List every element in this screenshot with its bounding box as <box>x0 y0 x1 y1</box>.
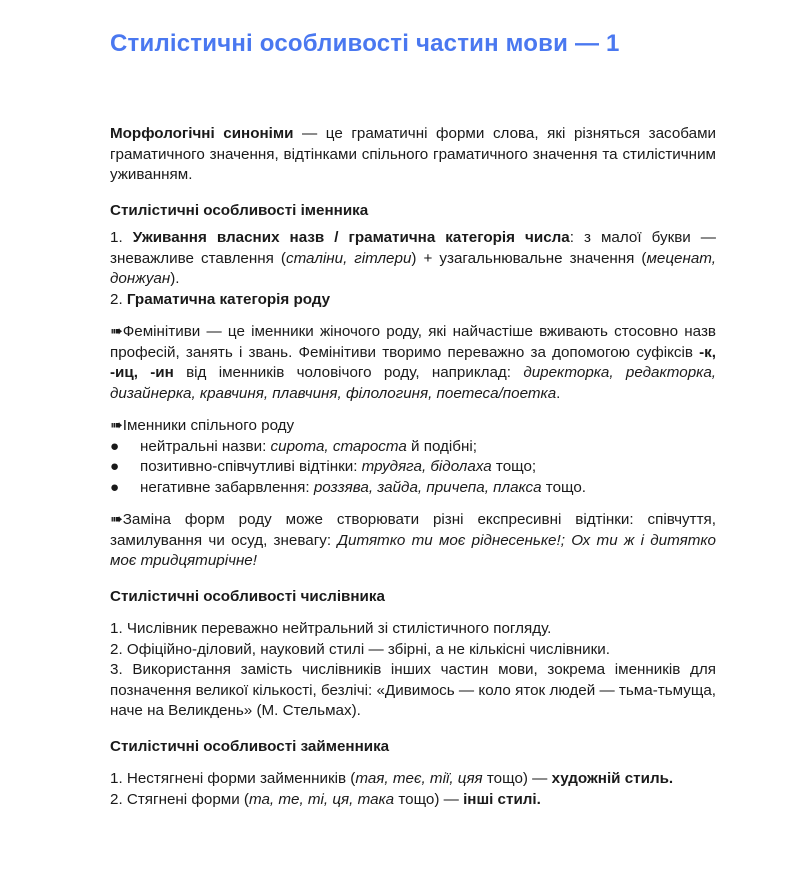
numeral-heading: Стилістичні особливості числівника <box>110 587 385 605</box>
pronoun-item-1-text: тощо) — <box>482 770 552 787</box>
document-body <box>110 124 716 810</box>
pronoun-item-1-example: тая, теє, тії, цяя <box>355 770 483 787</box>
bullet-icon: ● <box>110 458 120 475</box>
gender-replacement-paragraph <box>110 510 716 572</box>
list-item <box>110 437 716 458</box>
arrow-icon: ➠ <box>110 417 123 434</box>
common-gender-text: Іменники спільного роду <box>122 417 295 434</box>
feminitives-text: Фемінітиви — це іменники жіночого роду, які найчастіше вживають стосовно назв професій, занять і звань. Фемінітиви творимо переважно за допомогою суфіксів <box>110 323 716 361</box>
pronoun-item-2-text: тощо) — <box>394 790 464 808</box>
noun-item-2-number: 2. <box>110 290 127 308</box>
noun-item-1-text: ) + узагальнювальне значення ( <box>411 249 647 267</box>
list-item-text: тощо; <box>491 458 537 475</box>
pronoun-item-2-text: 2. Стягнені форми ( <box>110 790 249 808</box>
list-item-example: трудяга, бідолаха <box>361 458 492 475</box>
feminitives-suffixes: -к, -иц, -ин <box>110 343 716 381</box>
feminitives-examples: директорка, редакторка, дизайнерка, кравчиня, плавчиня, філологиня, поетеса/поетка <box>110 364 717 402</box>
arrow-icon: ➠ <box>110 511 123 528</box>
intro-text: — це граматичні форми слова, які різняться засобами граматичного значення, відтінками спільного граматичного значення та стилістичним уживанням. <box>110 125 716 183</box>
noun-item-2-title: Граматична категорія роду <box>126 290 331 308</box>
noun-item-2 <box>110 290 716 311</box>
pronoun-item-1-style: художній стиль. <box>551 770 674 787</box>
feminitives-paragraph <box>110 322 716 404</box>
noun-item-1-number: 1. <box>110 229 133 246</box>
noun-item-1-text: ). <box>170 270 180 287</box>
pronoun-item-2 <box>110 790 716 811</box>
bullet-icon: ● <box>110 478 120 496</box>
list-item-example: сирота, староста <box>270 437 407 455</box>
numeral-item: 3. Використання замість числівників інших частин мови, зокрема іменників для позначення великої кількості, безлічі: «Дивимось — коло яток людей — тьма-тьмуща, наче на Великдень» (М. Стельмах). <box>110 661 716 719</box>
intro-paragraph <box>110 124 716 186</box>
feminitives-text: від іменників чоловічого роду, наприклад: <box>173 364 524 381</box>
common-gender-list <box>110 437 716 499</box>
common-gender-line <box>110 416 716 437</box>
noun-item-1-text: : з малої букви — зневажливе ставлення ( <box>110 229 716 267</box>
noun-item-1-title: Уживання власних назв / граматична категорія числа <box>132 229 570 246</box>
noun-item-1-example: меценат, донжуан <box>110 249 716 287</box>
arrow-icon: ➠ <box>110 323 123 340</box>
noun-heading: Стилістичні особливості іменника <box>110 201 369 219</box>
numeral-item: 2. Офіційно-діловий, науковий стилі — збірні, а не кількісні числівники. <box>110 640 611 658</box>
list-item-text: негативне забарвлення: <box>140 478 314 496</box>
list-item-text: й подібні; <box>406 437 477 455</box>
gender-replacement-text: Заміна форм роду може створювати різні експресивні відтінки: співчуття, замилування чи осуд, зневагу: <box>110 511 716 549</box>
pronoun-item-2-style: інші стилі. <box>463 790 541 808</box>
list-item-text: позитивно-співчутливі відтінки: <box>140 458 362 475</box>
list-item <box>110 457 716 478</box>
pronoun-item-2-example: та, те, ті, ця, така <box>248 790 395 808</box>
noun-item-1 <box>110 228 716 290</box>
list-item <box>110 478 716 499</box>
numeral-item: 1. Числівник переважно нейтральний зі стилістичного погляду. <box>110 620 552 637</box>
pronoun-item-1 <box>110 769 716 790</box>
noun-item-1-example: сталіни, гітлери <box>285 249 412 267</box>
bullet-icon: ● <box>110 437 120 455</box>
pronoun-item-1-text: 1. Нестягнені форми займенників ( <box>110 770 356 787</box>
list-item-example: роззява, зайда, причепа, плакса <box>313 478 542 496</box>
feminitives-text: . <box>556 384 561 402</box>
list-item-text: нейтральні назви: <box>140 437 271 455</box>
intro-term: Морфологічні синоніми <box>110 125 294 142</box>
gender-replacement-example: Дитятко ти моє ріднесеньке!; Ох ти ж і дитятко моє тридцятирічне! <box>110 531 716 569</box>
page-title: Стилістичні особливості частин мови — 1 <box>110 30 620 57</box>
pronoun-heading: Стилістичні особливості займенника <box>110 737 390 755</box>
list-item-text: тощо. <box>541 478 587 496</box>
